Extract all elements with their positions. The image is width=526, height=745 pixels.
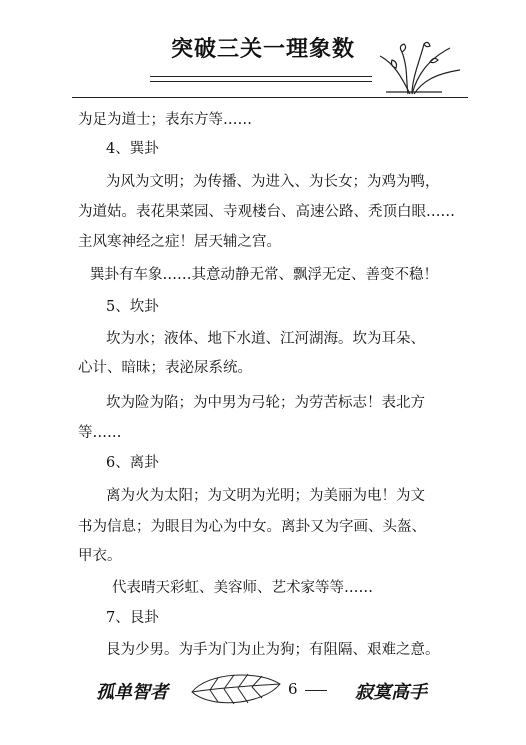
page-number: 6 — [288, 680, 298, 698]
body-line: 代表晴天彩虹、美容师、艺术家等等…… — [112, 580, 373, 596]
section-heading: 6、离卦 — [106, 455, 159, 471]
body-line: 艮为少男。为手为门为止为狗；有阻隔、艰难之意。 — [106, 642, 440, 658]
header-divider — [72, 97, 468, 98]
body-line: 坎为水；液体、地下水道、江河湖海。坎为耳朵、 — [106, 331, 425, 347]
body-line: 主风寒神经之症！居天辅之宫。 — [78, 234, 281, 250]
body-line: 为道姑。表花果菜园、寺观楼台、高速公路、秃顶白眼…… — [78, 204, 455, 220]
footer-right-text: 寂寞高手 — [355, 682, 427, 703]
body-line: 为足为道士；表东方等…… — [78, 112, 252, 128]
body-line: 巽卦有车象……其意动静无常、飘浮无定、善变不稳！ — [90, 267, 438, 283]
body-line: 为风为文明；为传播、为进入、为长女；为鸡为鸭， — [106, 174, 440, 190]
header-rule-bottom — [150, 81, 372, 82]
header-rule-top — [150, 76, 372, 77]
body-line: 等…… — [78, 425, 122, 441]
page-header-title: 突破三关一理象数 — [170, 36, 355, 62]
body-line: 坎为险为陷；为中男为弓轮；为劳苦标志！表北方 — [106, 395, 425, 411]
footer-left-text: 孤单智者 — [96, 682, 168, 703]
body-line: 离为火为太阳；为文明为光明；为美丽为电！为文 — [106, 488, 425, 504]
section-heading: 5、坎卦 — [106, 299, 159, 315]
body-line: 心计、暗昧；表泌尿系统。 — [78, 360, 252, 376]
body-line: 书为信息；为眼目为心为中女。离卦又为字画、头盔、 — [78, 519, 426, 535]
body-line: 甲衣。 — [78, 548, 122, 564]
section-heading: 4、巽卦 — [106, 141, 159, 157]
section-heading: 7、艮卦 — [106, 610, 159, 626]
leaf-illustration — [188, 670, 284, 710]
footer-dash — [305, 690, 327, 691]
orchid-illustration — [372, 38, 462, 96]
